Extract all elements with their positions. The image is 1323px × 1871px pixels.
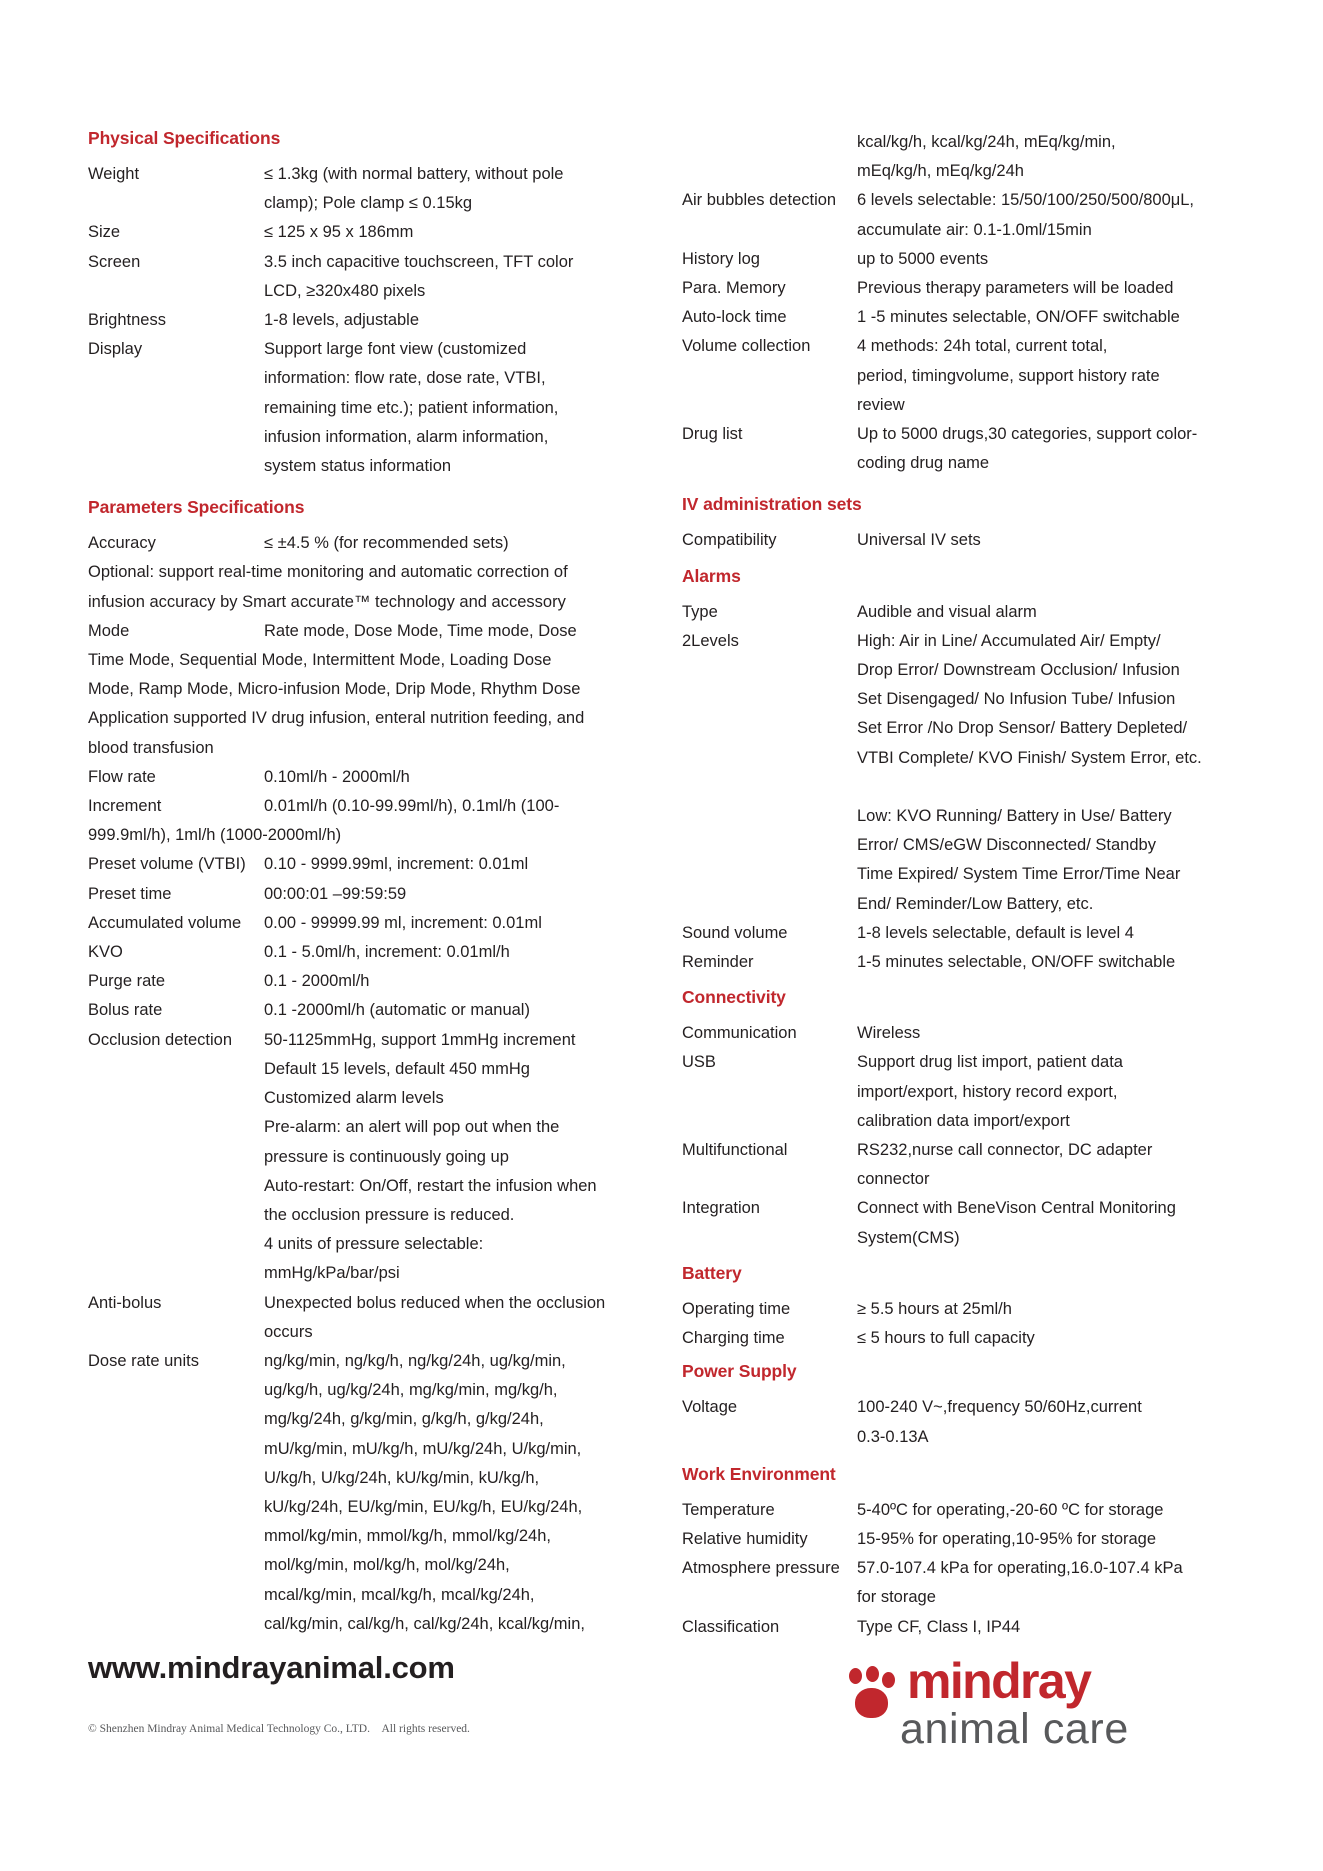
spec-label: Atmosphere pressure [682, 1559, 840, 1578]
spec-value-cont: Error/ CMS/eGW Disconnected/ Standby [857, 836, 1156, 855]
spec-label: USB [682, 1053, 716, 1072]
spec-value-cont: import/export, history record export, [857, 1082, 1118, 1101]
section-heading-alarms: Alarms [682, 565, 741, 586]
section-heading-work-environment: Work Environment [682, 1463, 836, 1484]
spec-value-cont: 999.9ml/h), 1ml/h (1000-2000ml/h) [88, 826, 342, 845]
spec-value-cont: pressure is continuously going up [264, 1147, 509, 1166]
spec-value-cont: Set Error /No Drop Sensor/ Battery Depleted/ [857, 719, 1188, 738]
spec-value-cont: connector [857, 1170, 930, 1189]
spec-value: Support drug list import, patient data [857, 1053, 1123, 1072]
spec-value-cont: VTBI Complete/ KVO Finish/ System Error, etc. [857, 748, 1202, 767]
spec-value-cont: ug/kg/h, ug/kg/24h, mg/kg/min, mg/kg/h, [264, 1381, 558, 1400]
spec-value-cont: Auto-restart: On/Off, restart the infusion when [264, 1176, 597, 1195]
spec-row-alarm-type [682, 598, 1244, 627]
spec-label: Classification [682, 1617, 780, 1636]
spec-row-atmosphere-pressure [682, 1554, 1244, 1583]
spec-value-cont: LCD, ≥320x480 pixels [264, 281, 426, 300]
spec-value-cont: Time Expired/ System Time Error/Time Near [857, 865, 1181, 884]
spec-value-cont: mmol/kg/min, mmol/kg/h, mmol/kg/24h, [264, 1527, 551, 1546]
spec-label: Sound volume [682, 923, 788, 942]
spec-row-preset-volume [88, 850, 650, 879]
spec-row-alarm-levels [682, 627, 1244, 656]
spec-value: 1-5 minutes selectable, ON/OFF switchable [857, 953, 1176, 972]
spec-value: 0.1 - 2000ml/h [264, 972, 370, 991]
spec-value-cont: mg/kg/24h, g/kg/min, g/kg/h, g/kg/24h, [264, 1410, 544, 1429]
spec-value-cont: Customized alarm levels [264, 1089, 444, 1108]
spec-value: Unexpected bolus reduced when the occlusion [264, 1293, 606, 1312]
spec-value-cont: for storage [857, 1588, 936, 1607]
spec-row-reminder [682, 948, 1244, 977]
spec-value-cont: 0.3-0.13A [857, 1427, 929, 1446]
spec-row-weight [88, 160, 650, 189]
spec-value-cont: accumulate air: 0.1-1.0ml/15min [857, 220, 1092, 239]
spec-label: 2Levels [682, 631, 739, 650]
spec-value: 1-8 levels, adjustable [264, 311, 420, 330]
spec-label: Display [88, 340, 143, 359]
spec-value: 6 levels selectable: 15/50/100/250/500/800μL, [857, 191, 1195, 210]
spec-label: Size [88, 223, 121, 242]
spec-value: 00:00:01 –99:59:59 [264, 884, 407, 903]
spec-label: KVO [88, 943, 123, 962]
footer-website-url[interactable]: www.mindrayanimal.com [88, 1650, 455, 1685]
spec-row-size [88, 218, 650, 247]
spec-value: Audible and visual alarm [857, 602, 1037, 621]
spec-value: 0.10 - 9999.99ml, increment: 0.01ml [264, 855, 529, 874]
spec-label: Bolus rate [88, 1001, 163, 1020]
spec-label: Temperature [682, 1500, 775, 1519]
dose-rate-units-cont: kcal/kg/h, kcal/kg/24h, mEq/kg/min, [857, 133, 1116, 151]
spec-value-cont: Mode, Ramp Mode, Micro-infusion Mode, Drip Mode, Rhythm Dose [88, 680, 581, 699]
spec-value: 3.5 inch capacitive touchscreen, TFT color [264, 252, 574, 271]
dose-rate-units-cont: mEq/kg/h, mEq/kg/24h [857, 162, 1024, 181]
spec-value: 5-40ºC for operating,-20-60 ºC for storage [857, 1500, 1164, 1519]
spec-row-para-memory [682, 274, 1244, 303]
logo-wordmark-animal-care: animal care [900, 1705, 1129, 1753]
spec-row-accumulated-volume [88, 909, 650, 938]
spec-label: Dose rate units [88, 1351, 199, 1370]
spec-label: Accuracy [88, 534, 156, 553]
section-heading-iv-administration-sets: IV administration sets [682, 494, 862, 515]
spec-value-cont: U/kg/h, U/kg/24h, kU/kg/min, kU/kg/h, [264, 1468, 540, 1487]
spec-label: Purge rate [88, 972, 166, 991]
spec-row-screen [88, 248, 650, 277]
spec-value-cont: mcal/kg/min, mcal/kg/h, mcal/kg/24h, [264, 1585, 535, 1604]
spec-label: Charging time [682, 1329, 785, 1348]
spec-value-cont: Pre-alarm: an alert will pop out when the [264, 1118, 560, 1137]
spec-value: 100-240 V~,frequency 50/60Hz,current [857, 1398, 1142, 1417]
right-column [682, 128, 1244, 1642]
spec-row-mode [88, 617, 650, 646]
section-heading-parameters-specifications: Parameters Specifications [88, 497, 305, 518]
optional-note-line: infusion accuracy by Smart accurate™ technology and accessory [88, 592, 566, 611]
left-column [88, 128, 650, 1642]
spec-value: 50-1125mmHg, support 1mmHg increment [264, 1030, 576, 1049]
spec-row-compatibility [682, 526, 1244, 555]
spec-row-kvo [88, 938, 650, 967]
spec-value-cont: Low: KVO Running/ Battery in Use/ Battery [857, 807, 1172, 826]
spec-row-purge-rate [88, 967, 650, 996]
optional-note-line: Optional: support real-time monitoring and automatic correction of [88, 563, 568, 582]
spec-value-cont: remaining time etc.); patient information, [264, 398, 559, 417]
spec-label: Screen [88, 252, 141, 271]
spec-value-cont: system status information [264, 457, 452, 476]
spec-value-cont: review [857, 395, 905, 414]
spec-value: ≤ 5 hours to full capacity [857, 1329, 1035, 1348]
spec-value-cont: blood transfusion [88, 738, 214, 757]
section-heading-battery: Battery [682, 1262, 742, 1283]
mindray-animal-care-logo [845, 1650, 1245, 1770]
spec-value: Up to 5000 drugs,30 categories, support color- [857, 425, 1198, 444]
spec-value-cont: the occlusion pressure is reduced. [264, 1205, 515, 1224]
spec-value: 0.1 - 5.0ml/h, increment: 0.01ml/h [264, 943, 510, 962]
spec-value: ≤ 1.3kg (with normal battery, without pole [264, 165, 564, 183]
spec-label: Drug list [682, 425, 743, 444]
spec-row-preset-time [88, 880, 650, 909]
spec-label: Para. Memory [682, 279, 786, 298]
spec-label: Voltage [682, 1398, 738, 1417]
spec-value-cont: mmHg/kPa/bar/psi [264, 1264, 400, 1283]
spec-row-usb [682, 1048, 1244, 1077]
spec-value-cont: mol/kg/min, mol/kg/h, mol/kg/24h, [264, 1556, 510, 1575]
spec-row-flow-rate [88, 763, 650, 792]
spec-value-cont: calibration data import/export [857, 1111, 1070, 1130]
spec-value: Universal IV sets [857, 531, 981, 550]
spec-label: Preset time [88, 884, 172, 903]
spec-value-cont: Application supported IV drug infusion, enteral nutrition feeding, and [88, 709, 585, 728]
spec-value: 0.1 -2000ml/h (automatic or manual) [264, 1001, 530, 1020]
spec-row-relative-humidity [682, 1525, 1244, 1554]
spec-row-display [88, 335, 650, 364]
spec-value-cont: clamp); Pole clamp ≤ 0.15kg [264, 194, 473, 213]
spec-value: Support large font view (customized [264, 340, 527, 359]
spec-row-air-bubbles-detection [682, 186, 1244, 215]
spec-label: Occlusion detection [88, 1030, 232, 1049]
spec-label: Type [682, 602, 718, 621]
spec-value: ≤ ±4.5 % (for recommended sets) [264, 534, 509, 553]
spec-value: 1-8 levels selectable, default is level 4 [857, 923, 1134, 942]
spec-row-occlusion-detection [88, 1026, 650, 1055]
spec-label: Reminder [682, 953, 754, 972]
spec-label: Anti-bolus [88, 1293, 162, 1312]
spec-label: Brightness [88, 311, 166, 330]
spec-label: Accumulated volume [88, 913, 242, 932]
spec-value: Type CF, Class I, IP44 [857, 1617, 1021, 1636]
spec-row-increment [88, 792, 650, 821]
footer-copyright: © Shenzhen Mindray Animal Medical Technology Co., LTD. All rights reserved. [88, 1723, 470, 1735]
spec-value-cont: System(CMS) [857, 1228, 960, 1247]
spec-row-anti-bolus [88, 1289, 650, 1318]
spec-value-cont: End/ Reminder/Low Battery, etc. [857, 894, 1094, 913]
spec-label: Integration [682, 1199, 760, 1218]
section-heading-power-supply: Power Supply [682, 1361, 797, 1382]
spec-value: 15-95% for operating,10-95% for storage [857, 1529, 1157, 1548]
spec-value: High: Air in Line/ Accumulated Air/ Empty/ [857, 631, 1161, 650]
spec-value: up to 5000 events [857, 249, 989, 268]
spec-value: RS232,nurse call connector, DC adapter [857, 1141, 1153, 1160]
spec-row-brightness [88, 306, 650, 335]
spec-row-charging-time [682, 1324, 1244, 1353]
spec-label: Operating time [682, 1299, 791, 1318]
spec-value: 57.0-107.4 kPa for operating,16.0-107.4 kPa [857, 1559, 1183, 1578]
spec-row-drug-list [682, 420, 1244, 449]
spec-value: Rate mode, Dose Mode, Time mode, Dose [264, 621, 577, 640]
logo-wordmark-mindray: mindray [907, 1653, 1091, 1709]
spec-value-cont: infusion information, alarm information, [264, 427, 549, 446]
spec-label: Communication [682, 1024, 797, 1043]
spec-value: Wireless [857, 1024, 921, 1043]
spec-label: Multifunctional [682, 1141, 788, 1160]
spec-value: ≥ 5.5 hours at 25ml/h [857, 1299, 1012, 1318]
spec-label: Volume collection [682, 337, 811, 356]
paragraph-gap [682, 773, 1244, 802]
spec-value-cont: Default 15 levels, default 450 mmHg [264, 1059, 530, 1078]
spec-value: ≤ 125 x 95 x 186mm [264, 223, 414, 242]
two-column-body [88, 128, 1248, 1642]
spec-row-operating-time [682, 1295, 1244, 1324]
spec-row-bolus-rate [88, 996, 650, 1025]
spec-row-classification [682, 1613, 1244, 1642]
spec-value-cont: 4 units of pressure selectable: [264, 1235, 484, 1254]
spec-label: Flow rate [88, 767, 156, 786]
spec-row-multifunctional [682, 1136, 1244, 1165]
spec-row-sound-volume [682, 919, 1244, 948]
spec-value-cont: information: flow rate, dose rate, VTBI, [264, 369, 546, 388]
spec-label: Preset volume (VTBI) [88, 855, 246, 874]
spec-value: Previous therapy parameters will be loaded [857, 279, 1174, 298]
spec-value-cont: cal/kg/min, cal/kg/h, cal/kg/24h, kcal/kg/min, [264, 1614, 585, 1633]
spec-value-cont: Time Mode, Sequential Mode, Intermittent Mode, Loading Dose [88, 651, 552, 670]
spec-value: 0.01ml/h (0.10-99.99ml/h), 0.1ml/h (100- [264, 797, 560, 816]
spec-value-cont: kU/kg/24h, EU/kg/min, EU/kg/h, EU/kg/24h, [264, 1497, 583, 1516]
spec-row-voltage [682, 1393, 1244, 1422]
section-heading-physical-specifications: Physical Specifications [88, 128, 281, 148]
spec-value: Connect with BeneVison Central Monitoring [857, 1199, 1176, 1218]
spec-value: ng/kg/min, ng/kg/h, ng/kg/24h, ug/kg/min, [264, 1351, 566, 1370]
spec-label: Increment [88, 797, 162, 816]
spec-label: Compatibility [682, 531, 777, 550]
spec-row-integration [682, 1194, 1244, 1223]
spec-value-cont: Set Disengaged/ No Infusion Tube/ Infusion [857, 690, 1176, 709]
spec-value-cont: occurs [264, 1322, 313, 1341]
spec-value: 1 -5 minutes selectable, ON/OFF switchable [857, 308, 1180, 327]
section-heading-connectivity: Connectivity [682, 987, 786, 1008]
spec-value: 4 methods: 24h total, current total, [857, 337, 1108, 356]
spec-label: Air bubbles detection [682, 191, 837, 210]
spec-value-cont: mU/kg/min, mU/kg/h, mU/kg/24h, U/kg/min, [264, 1439, 582, 1458]
spec-row-communication [682, 1019, 1244, 1048]
spec-label: History log [682, 249, 760, 268]
spec-value-cont: Drop Error/ Downstream Occlusion/ Infusion [857, 661, 1180, 680]
spec-row-dose-rate-units [88, 1347, 650, 1376]
spec-row-temperature [682, 1496, 1244, 1525]
spec-row-accuracy [88, 529, 650, 558]
spec-row-history-log [682, 245, 1244, 274]
spec-label: Auto-lock time [682, 308, 787, 327]
spec-label: Weight [88, 165, 140, 183]
spec-value: 0.10ml/h - 2000ml/h [264, 767, 410, 786]
spec-value: 0.00 - 99999.99 ml, increment: 0.01ml [264, 913, 542, 932]
spec-row-volume-collection [682, 332, 1244, 361]
spec-value-cont: period, timingvolume, support history rate [857, 366, 1160, 385]
spec-value-cont: coding drug name [857, 454, 990, 473]
spec-label: Relative humidity [682, 1529, 808, 1548]
spec-row-auto-lock-time [682, 303, 1244, 332]
paw-print-icon [845, 1666, 901, 1724]
spec-label: Mode [88, 621, 130, 640]
